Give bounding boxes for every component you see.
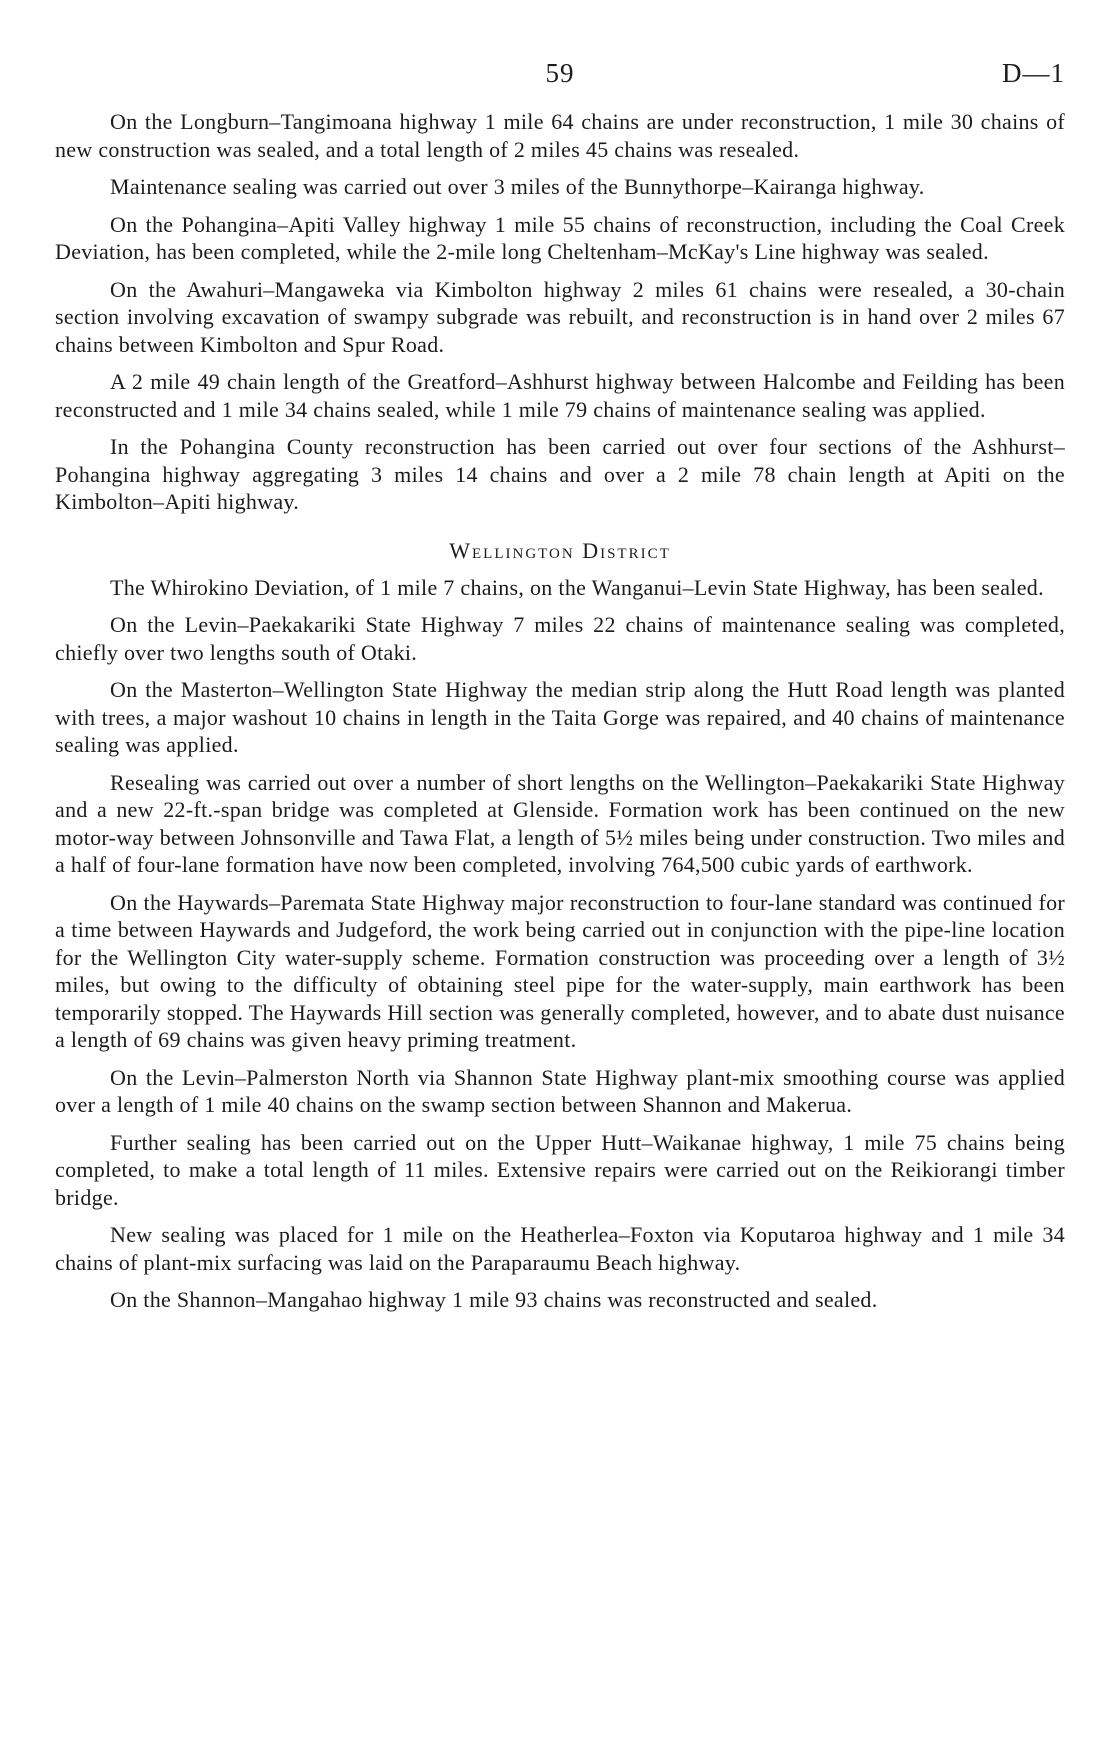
paragraph: New sealing was placed for 1 mile on the Heatherlea–Foxton via Koputaroa highway and 1 mile 34 chains of plant-mix surfacing was laid on the Paraparaumu Beach highway. — [55, 1222, 1065, 1275]
paragraph: In the Pohangina County reconstruction has been carried out over four sections of the Ashhurst–Pohangina highway aggregating 3 miles 14 chains and over a 2 mile 78 chain length at Apiti on the Kimbolton–Apiti highway. — [55, 434, 1065, 514]
paragraph: On the Levin–Palmerston North via Shannon State Highway plant-mix smoothing course was applied over a length of 1 mile 40 chains on the swamp section between Shannon and Makerua. — [55, 1064, 1065, 1117]
page-header — [55, 58, 1065, 108]
paragraph: Further sealing has been carried out on the Upper Hutt–Waikanae highway, 1 mile 75 chains being completed, to make a total length of 11 miles. Extensive repairs were carried out on the Reikiorangi timber bridge. — [55, 1129, 1065, 1210]
document-page — [55, 58, 1065, 1324]
document-reference: D—1 — [1002, 58, 1065, 88]
section-manawatu-roads — [55, 108, 1065, 516]
paragraph: A 2 mile 49 chain length of the Greatford–Ashhurst highway between Halcombe and Feilding has been reconstructed and 1 mile 34 chains sealed, while 1 mile 79 chains of maintenance sealing was applied. — [55, 369, 1065, 422]
paragraph: On the Pohangina–Apiti Valley highway 1 mile 55 chains of reconstruction, including the Coal Creek Deviation, has been completed, while the 2-mile long Cheltenham–McKay's Line highway was sealed. — [55, 211, 1065, 264]
paragraph: On the Masterton–Wellington State Highway the median strip along the Hutt Road length was planted with trees, a major washout 10 chains in length in the Taita Gorge was repaired, and 40 chains of maintenance sealing was applied. — [55, 677, 1065, 757]
page-number: 59 — [545, 58, 575, 88]
paragraph: On the Shannon–Mangahao highway 1 mile 93 chains was reconstructed and sealed. — [110, 1287, 878, 1312]
paragraph: On the Longburn–Tangimoana highway 1 mile 64 chains are under reconstruction, 1 mile 30 chains of new construction was sealed, and a total length of 2 miles 45 chains was resealed. — [55, 109, 1065, 162]
paragraph: On the Awahuri–Mangaweka via Kimbolton highway 2 miles 61 chains were resealed, a 30-chain section involving excavation of swampy subgrade was rebuilt, and reconstruction is in hand over 2 miles 67 chains between Kimbolton and Spur Road. — [55, 276, 1065, 357]
section-heading: Wellington District — [449, 537, 671, 563]
paragraph: Resealing was carried out over a number of short lengths on the Wellington–Paekakariki State Highway and a new 22-ft.-span bridge was completed at Glenside. Formation work has been continued on the new motor-way between Johnsonville and Tawa Flat, a length of 5½ miles being under construction. Two miles and a half of four-lane formation have now been completed, involving 764,500 cubic yards of earthwork. — [55, 769, 1065, 877]
section-wellington-district — [55, 574, 1065, 1314]
paragraph: On the Haywards–Paremata State Highway major reconstruction to four-lane standard was continued for a time between Haywards and Judgeford, the work being carried out in conjunction with the pipe-line location for the Wellington City water-supply scheme. Formation construction was proceeding over a length of 3½ miles, but owing to the difficulty of obtaining steel pipe for the water-supply, main earthwork has been temporarily stopped. The Haywards Hill section was generally completed, however, and to abate dust nuisance a length of 69 chains was given heavy priming treatment. — [55, 889, 1065, 1052]
paragraph: Maintenance sealing was carried out over 3 miles of the Bunnythorpe–Kairanga highway. — [110, 174, 925, 199]
paragraph: The Whirokino Deviation, of 1 mile 7 chains, on the Wanganui–Levin State Highway, has been sealed. — [110, 574, 1044, 600]
paragraph: On the Levin–Paekakariki State Highway 7 miles 22 chains of maintenance sealing was completed, chiefly over two lengths south of Otaki. — [55, 612, 1065, 665]
